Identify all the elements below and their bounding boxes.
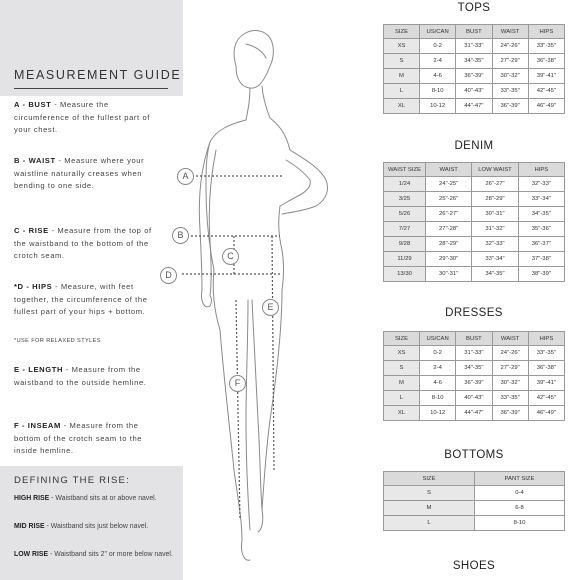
table-cell: 10-12 bbox=[420, 406, 456, 421]
table-cell: 4-6 bbox=[420, 69, 456, 84]
table-cell: 30"-31" bbox=[426, 267, 472, 282]
table-cell: 40"-43" bbox=[456, 391, 492, 406]
table-row bbox=[384, 252, 565, 267]
table-row bbox=[384, 84, 565, 99]
marker-c-rise: C bbox=[222, 248, 239, 265]
tops-size-table bbox=[383, 24, 565, 114]
table-cell: 27"-29" bbox=[492, 361, 528, 376]
table-cell: 27"-29" bbox=[492, 54, 528, 69]
table-row bbox=[384, 192, 565, 207]
rise-item-key: LOW RISE bbox=[14, 551, 49, 558]
table-cell: 40"-43" bbox=[456, 84, 492, 99]
table-header-row bbox=[384, 472, 565, 486]
table-header-row bbox=[384, 163, 565, 177]
table-header-cell: HIPS bbox=[528, 332, 564, 346]
table-cell: 33"-35" bbox=[528, 39, 564, 54]
table-cell: 35"-36" bbox=[518, 222, 564, 237]
guide-item-desc: - Measure from the bottom of the crotch seam to the inside hemline. bbox=[14, 421, 143, 456]
guide-item-key: *D - HIPS bbox=[14, 282, 53, 291]
guide-item-key: F - INSEAM bbox=[14, 421, 61, 430]
guide-note: *USE FOR RELAXED STYLES bbox=[14, 338, 101, 344]
table-cell: 29"-30" bbox=[426, 252, 472, 267]
rise-item-desc: - Waistband sits just below navel. bbox=[44, 523, 149, 530]
size-label-cell: S bbox=[384, 54, 420, 69]
table-cell: 34"-35" bbox=[456, 361, 492, 376]
size-label-cell: XL bbox=[384, 406, 420, 421]
guide-item-desc: - Measure from the top of the waistband to the bottom of the crotch seam. bbox=[14, 226, 152, 261]
table-row bbox=[384, 361, 565, 376]
table-row bbox=[384, 54, 565, 69]
table-cell: 2-4 bbox=[420, 54, 456, 69]
table-cell: 8-10 bbox=[475, 516, 565, 531]
table-row bbox=[384, 391, 565, 406]
table-cell: 8-10 bbox=[420, 84, 456, 99]
table-cell: 33"-34" bbox=[472, 252, 518, 267]
table-cell: 0-4 bbox=[475, 486, 565, 501]
guide-title-rule bbox=[14, 88, 168, 89]
table-row bbox=[384, 406, 565, 421]
body-figure-illustration bbox=[150, 0, 380, 580]
rise-item-desc: - Waistband sits 2" or more below navel. bbox=[48, 551, 173, 558]
table-header-cell: HIPS bbox=[528, 25, 564, 39]
table-cell: 34"-35" bbox=[518, 207, 564, 222]
table-header-cell: SIZE bbox=[384, 25, 420, 39]
table-cell: 0-2 bbox=[420, 346, 456, 361]
table-cell: 28"-29" bbox=[426, 237, 472, 252]
marker-b-waist: B bbox=[172, 227, 189, 244]
bottoms-title: BOTTOMS bbox=[444, 449, 504, 461]
size-label-cell: XL bbox=[384, 99, 420, 114]
size-label-cell: 11/29 bbox=[384, 252, 426, 267]
table-cell: 28"-29" bbox=[472, 192, 518, 207]
table-header-cell: BUST bbox=[456, 332, 492, 346]
table-cell: 33"-35" bbox=[492, 391, 528, 406]
size-label-cell: M bbox=[384, 376, 420, 391]
table-header-cell: WAIST SIZE bbox=[384, 163, 426, 177]
table-cell: 8-10 bbox=[420, 391, 456, 406]
table-cell: 26"-27" bbox=[426, 207, 472, 222]
table-cell: 36"-39" bbox=[456, 69, 492, 84]
size-label-cell: 7/27 bbox=[384, 222, 426, 237]
table-cell: 10-12 bbox=[420, 99, 456, 114]
table-header-cell: HIPS bbox=[518, 163, 564, 177]
table-row bbox=[384, 376, 565, 391]
table-cell: 24"-26" bbox=[492, 346, 528, 361]
bottoms-size-table bbox=[383, 471, 565, 531]
guide-item-desc: - Measure where your waistline naturally creases when bending to one side. bbox=[14, 156, 145, 191]
guide-item-inseam bbox=[14, 420, 162, 458]
rise-item-key: HIGH RISE bbox=[14, 495, 50, 502]
table-cell: 37"-38" bbox=[518, 252, 564, 267]
table-header-cell: SIZE bbox=[384, 332, 420, 346]
table-row bbox=[384, 177, 565, 192]
size-label-cell: 5/26 bbox=[384, 207, 426, 222]
table-header-cell: WAIST bbox=[492, 25, 528, 39]
size-label-cell: S bbox=[384, 361, 420, 376]
guide-item-key: C - RISE bbox=[14, 226, 49, 235]
table-header-cell: LOW WAIST bbox=[472, 163, 518, 177]
table-cell: 33"-34" bbox=[518, 192, 564, 207]
size-label-cell: L bbox=[384, 516, 475, 531]
guide-item-hips bbox=[14, 281, 162, 319]
table-cell: 4-6 bbox=[420, 376, 456, 391]
table-row bbox=[384, 69, 565, 84]
table-cell: 44"-47" bbox=[456, 406, 492, 421]
table-header-cell: US/CAN bbox=[420, 332, 456, 346]
table-cell: 38"-39" bbox=[518, 267, 564, 282]
table-cell: 33"-35" bbox=[528, 346, 564, 361]
table-row bbox=[384, 486, 565, 501]
guide-item-rise bbox=[14, 225, 162, 263]
table-cell: 31"-32" bbox=[472, 222, 518, 237]
size-label-cell: M bbox=[384, 501, 475, 516]
table-header-cell: WAIST bbox=[492, 332, 528, 346]
marker-d-hips: D bbox=[160, 267, 177, 284]
guide-item-key: E - LENGTH bbox=[14, 365, 64, 374]
table-cell: 24"-26" bbox=[492, 39, 528, 54]
rise-title: DEFINING THE RISE: bbox=[14, 475, 130, 486]
size-label-cell: 9/28 bbox=[384, 237, 426, 252]
table-header-cell: PANT SIZE bbox=[475, 472, 565, 486]
marker-e-length: E bbox=[262, 299, 279, 316]
table-cell: 24"-25" bbox=[426, 177, 472, 192]
table-cell: 30"-32" bbox=[492, 69, 528, 84]
table-cell: 33"-35" bbox=[492, 84, 528, 99]
table-header-cell: SIZE bbox=[384, 472, 475, 486]
table-row bbox=[384, 346, 565, 361]
guide-item-desc: - Measure, with feet together, the circumference of the fullest part of your hips + bottom. bbox=[14, 282, 148, 317]
dresses-size-table bbox=[383, 331, 565, 421]
table-cell: 36"-39" bbox=[492, 406, 528, 421]
tops-title: TOPS bbox=[457, 2, 491, 14]
table-cell: 36"-39" bbox=[492, 99, 528, 114]
table-row bbox=[384, 222, 565, 237]
guide-item-bust bbox=[14, 99, 162, 137]
table-row bbox=[384, 99, 565, 114]
table-cell: 46"-49" bbox=[528, 99, 564, 114]
table-cell: 36"-37" bbox=[518, 237, 564, 252]
size-label-cell: 1/24 bbox=[384, 177, 426, 192]
table-cell: 39"-41" bbox=[528, 69, 564, 84]
table-cell: 25"-26" bbox=[426, 192, 472, 207]
table-cell: 42"-45" bbox=[528, 84, 564, 99]
denim-title: DENIM bbox=[454, 140, 494, 152]
size-label-cell: L bbox=[384, 84, 420, 99]
table-cell: 36"-38" bbox=[528, 54, 564, 69]
table-cell: 34"-35" bbox=[472, 267, 518, 282]
table-header-row bbox=[384, 25, 565, 39]
table-header-cell: BUST bbox=[456, 25, 492, 39]
table-header-cell: US/CAN bbox=[420, 25, 456, 39]
table-row bbox=[384, 39, 565, 54]
table-row bbox=[384, 207, 565, 222]
table-cell: 27"-28" bbox=[426, 222, 472, 237]
guide-item-desc: - Measure the circumference of the fullest part of your chest. bbox=[14, 100, 150, 135]
table-header-row bbox=[384, 332, 565, 346]
shoes-title: SHOES bbox=[452, 560, 496, 572]
table-cell: 36"-38" bbox=[528, 361, 564, 376]
size-label-cell: S bbox=[384, 486, 475, 501]
table-row bbox=[384, 237, 565, 252]
dresses-title: DRESSES bbox=[445, 307, 503, 319]
table-cell: 2-4 bbox=[420, 361, 456, 376]
table-cell: 42"-45" bbox=[528, 391, 564, 406]
guide-item-length bbox=[14, 364, 162, 389]
rise-item-desc: - Waistband sits at or above navel. bbox=[49, 495, 157, 502]
table-cell: 32"-33" bbox=[472, 237, 518, 252]
table-cell: 6-8 bbox=[475, 501, 565, 516]
denim-size-table bbox=[383, 162, 565, 282]
table-header-cell: WAIST bbox=[426, 163, 472, 177]
table-row bbox=[384, 267, 565, 282]
table-row bbox=[384, 516, 565, 531]
table-cell: 26"-27" bbox=[472, 177, 518, 192]
guide-item-waist bbox=[14, 155, 162, 193]
guide-item-key: B - WAIST bbox=[14, 156, 56, 165]
size-label-cell: 13/30 bbox=[384, 267, 426, 282]
table-cell: 36"-39" bbox=[456, 376, 492, 391]
table-cell: 44"-47" bbox=[456, 99, 492, 114]
guide-item-desc: - Measure from the waistband to the outside hemline. bbox=[14, 365, 147, 387]
table-cell: 32"-33" bbox=[518, 177, 564, 192]
table-cell: 31"-33" bbox=[456, 39, 492, 54]
rise-item-key: MID RISE bbox=[14, 523, 45, 530]
size-label-cell: L bbox=[384, 391, 420, 406]
guide-item-key: A - BUST bbox=[14, 100, 52, 109]
table-cell: 30"-32" bbox=[492, 376, 528, 391]
table-cell: 39"-41" bbox=[528, 376, 564, 391]
table-row bbox=[384, 501, 565, 516]
guide-title: MEASUREMENT GUIDE bbox=[14, 68, 182, 82]
size-label-cell: M bbox=[384, 69, 420, 84]
size-label-cell: XS bbox=[384, 39, 420, 54]
table-cell: 0-2 bbox=[420, 39, 456, 54]
table-cell: 31"-33" bbox=[456, 346, 492, 361]
marker-f-inseam: F bbox=[229, 375, 246, 392]
table-cell: 30"-31" bbox=[472, 207, 518, 222]
table-cell: 46"-49" bbox=[528, 406, 564, 421]
size-label-cell: 3/25 bbox=[384, 192, 426, 207]
size-label-cell: XS bbox=[384, 346, 420, 361]
marker-a-bust: A bbox=[177, 168, 194, 185]
table-cell: 34"-35" bbox=[456, 54, 492, 69]
